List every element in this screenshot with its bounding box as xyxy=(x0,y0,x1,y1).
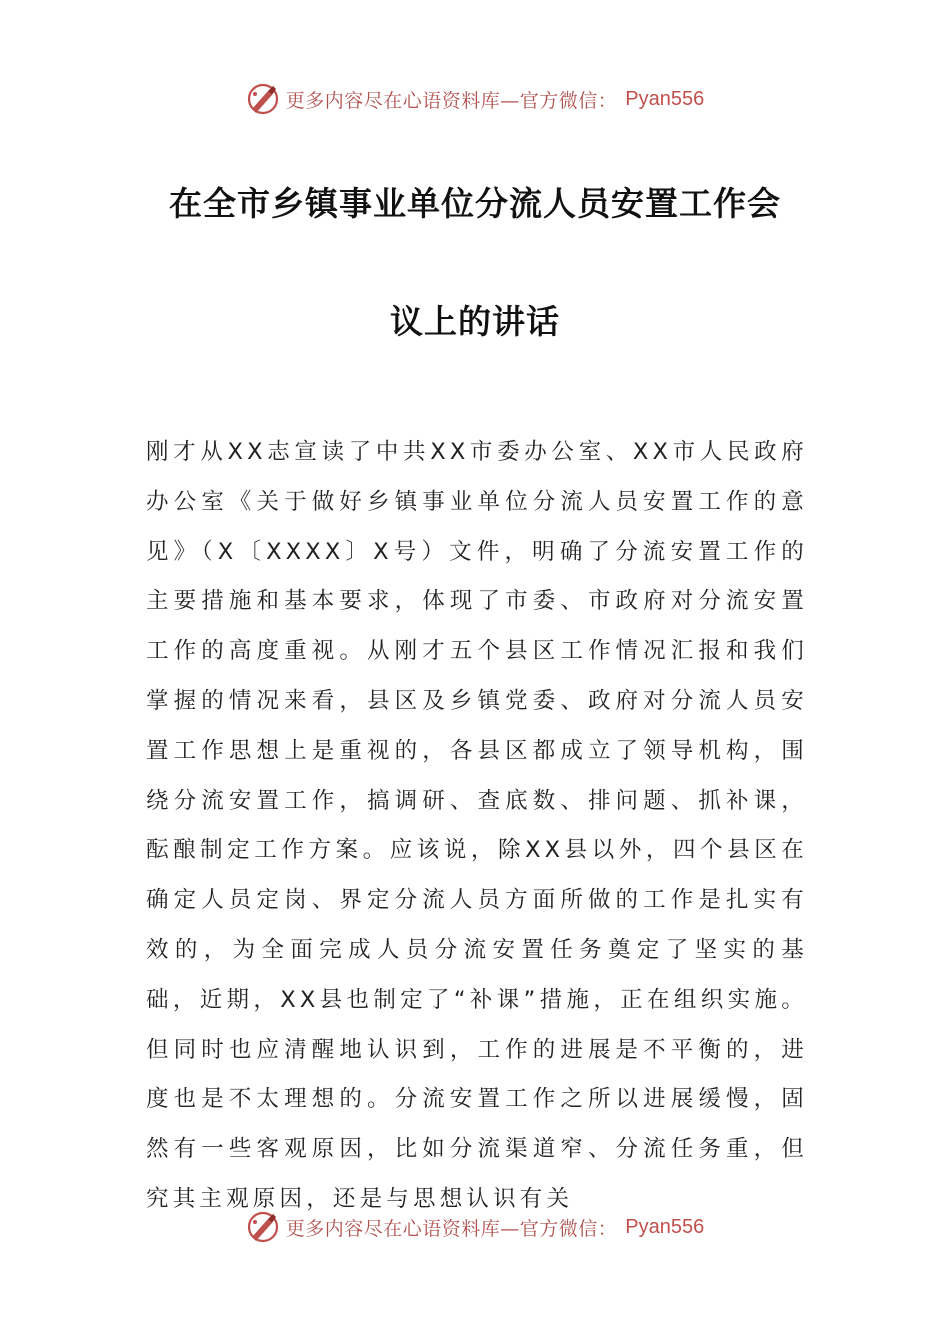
watermark-handle: Pyan556 xyxy=(625,1215,705,1238)
watermark-text: 更多内容尽在心语资料库—官方微信： xyxy=(285,89,618,112)
header-watermark xyxy=(0,82,950,116)
watermark-text: 更多内容尽在心语资料库—官方微信： xyxy=(285,1217,618,1240)
footer-watermark xyxy=(0,1210,950,1244)
pen-logo-icon xyxy=(246,82,280,116)
body-paragraph: 刚才从XX志宣读了中共XX市委办公室、XX市人民政府办公室《关于做好乡镇事业单位分流人员安置工作的意见》（X〔XXXX〕X号）文件，明确了分流安置工作的主要措施和基本要求，体现了市委、市政府对分流安置工作的高度重视。从刚才五个县区工作情况汇报和我们掌握的情况来看，县区及乡镇党委、政府对分流人员安置工作思想上是重视的，各县区都成立了领导机构，围绕分流安置工作，搞调研、查底数、排问题、抓补课，酝酿制定工作方案。应该说，除XX县以外，四个县区在确定人员定岗、界定分流人员方面所做的工作是扎实有效的，为全面完成人员分流安置任务奠定了坚实的基础，近期，XX县也制定了“补课”措施，正在组织实施。但同时也应清醒地认识到，工作的进展是不平衡的，进度也是不太理想的。分流安置工作之所以进展缓慢，固然有一些客观原因，比如分流渠道窄、分流任务重，但究其主观原因，还是与思想认识有关 xyxy=(146,439,808,1212)
pen-logo-icon xyxy=(246,1210,280,1244)
document-title-line1: 在全市乡镇事业单位分流人员安置工作会 xyxy=(169,184,781,223)
watermark-handle: Pyan556 xyxy=(625,87,705,110)
document-title-line2: 议上的讲话 xyxy=(390,302,560,341)
